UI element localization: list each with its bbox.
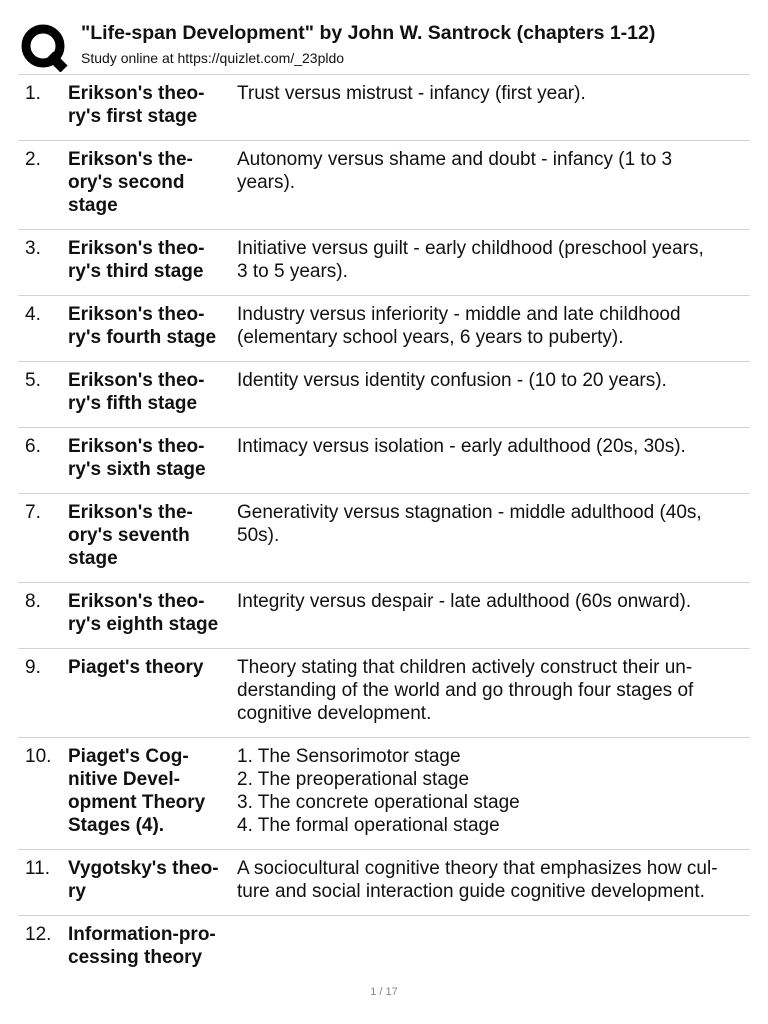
document-title: "Life-span Development" by John W. Santrock (chapters 1-12) — [81, 22, 656, 44]
card-number: 1. — [25, 83, 41, 104]
card-number: 7. — [25, 502, 41, 523]
page-header — [0, 0, 768, 75]
card-definition: Theory stating that children actively construct their un- derstanding of the world and go through four stages of cognitive development. — [237, 657, 694, 724]
row-divider — [18, 849, 750, 850]
card-term: Erikson's the- ory's second stage — [68, 149, 193, 216]
card-term: Erikson's theo- ry's fourth stage — [68, 304, 217, 348]
card-term: Piaget's Cog- nitive Devel- opment Theory Stages (4). — [68, 746, 206, 836]
card-term: Erikson's theo- ry's eighth stage — [68, 591, 219, 635]
card-definition: 1. The Sensorimotor stage 2. The preoperational stage 3. The concrete operational stage 4. The formal operational stage — [237, 746, 520, 836]
card-number: 5. — [25, 370, 41, 391]
card-term: Erikson's theo- ry's fifth stage — [68, 370, 205, 414]
card-definition: Identity versus identity confusion - (10 to 20 years). — [237, 370, 667, 391]
row-divider — [18, 915, 750, 916]
page-number: 1 / 17 — [370, 986, 398, 998]
card-definition: Industry versus inferiority - middle and late childhood (elementary school years, 6 years to puberty). — [237, 304, 681, 348]
card-definition: Integrity versus despair - late adulthood (60s onward). — [237, 591, 692, 612]
card-term: Piaget's theory — [68, 657, 204, 678]
card-term: Erikson's theo- ry's sixth stage — [68, 436, 206, 480]
row-divider — [18, 361, 750, 362]
card-number: 10. — [25, 746, 52, 767]
card-term: Erikson's theo- ry's third stage — [68, 238, 205, 282]
card-number: 2. — [25, 149, 41, 170]
row-divider — [18, 229, 750, 230]
card-definition: Intimacy versus isolation - early adulthood (20s, 30s). — [237, 436, 686, 457]
card-number: 4. — [25, 304, 41, 325]
card-term: Erikson's theo- ry's first stage — [68, 83, 205, 127]
quizlet-logo-icon — [20, 22, 70, 72]
card-definition: Initiative versus guilt - early childhood (preschool years, 3 to 5 years). — [237, 238, 704, 282]
row-divider — [18, 295, 750, 296]
row-divider — [18, 582, 750, 583]
row-divider — [18, 648, 750, 649]
row-divider — [18, 427, 750, 428]
card-number: 6. — [25, 436, 41, 457]
study-online-link[interactable]: Study online at https://quizlet.com/_23pldo — [81, 50, 345, 66]
card-term: Information-pro- cessing theory — [68, 924, 216, 968]
card-definition: A sociocultural cognitive theory that emphasizes how cul- ture and social interaction guide cognitive development. — [237, 858, 718, 902]
card-number: 3. — [25, 238, 41, 259]
row-divider — [18, 140, 750, 141]
card-number: 8. — [25, 591, 41, 612]
card-definition: Generativity versus stagnation - middle adulthood (40s, 50s). — [237, 502, 702, 546]
card-definition: Trust versus mistrust - infancy (first year). — [237, 83, 586, 104]
card-number: 12. — [25, 924, 52, 945]
card-number: 9. — [25, 657, 41, 678]
card-number: 11. — [25, 858, 51, 879]
card-term: Erikson's the- ory's seventh stage — [68, 502, 193, 569]
card-term: Vygotsky's theo- ry — [68, 858, 219, 902]
row-divider — [18, 737, 750, 738]
card-definition: Autonomy versus shame and doubt - infancy (1 to 3 years). — [237, 149, 673, 193]
header-divider — [18, 74, 750, 75]
row-divider — [18, 493, 750, 494]
